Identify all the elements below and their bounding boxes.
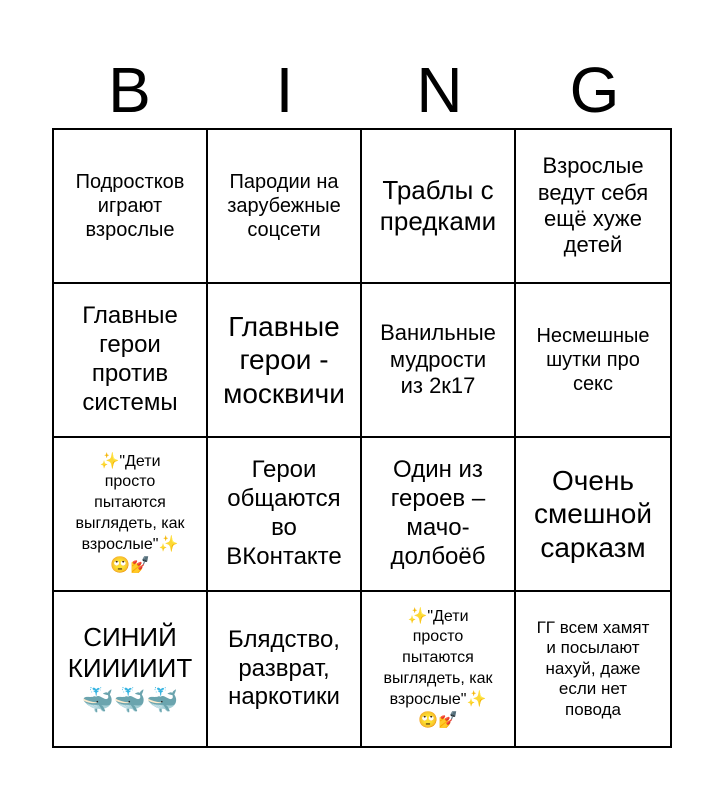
bingo-cell-8[interactable]: Несмешные шутки про секс <box>516 284 670 438</box>
bingo-cell-12[interactable]: Очень смешной сарказм <box>516 438 670 592</box>
bingo-cell-13[interactable]: СИНИЙ КИИИИИТ 🐳🐳🐳 <box>54 592 208 746</box>
header-letter-i: I <box>275 54 294 126</box>
bingo-cell-15[interactable]: ✨"Дети просто пытаются выглядеть, как взрослые"✨ 🙄💅 <box>362 592 516 746</box>
bingo-cell-14[interactable]: Блядство, разврат, наркотики <box>208 592 362 746</box>
bingo-cell-9[interactable]: ✨"Дети просто пытаются выглядеть, как взрослые"✨ 🙄💅 <box>54 438 208 592</box>
bingo-cell-16[interactable]: ГГ всем хамят и посылают нахуй, даже если нет повода <box>536 618 650 719</box>
bingo-cell-4[interactable]: Взрослые ведут себя ещё хуже детей <box>516 130 670 284</box>
bingo-cell-5[interactable]: Главные герои против системы <box>54 284 208 438</box>
bingo-cell-10[interactable]: Герои общаются во ВКонтакте <box>208 438 362 592</box>
bingo-grid <box>52 128 672 748</box>
header-letter-n: N <box>416 54 463 126</box>
bingo-cell-6[interactable]: Главные герои - москвичи <box>208 284 362 438</box>
bingo-cell-2[interactable]: Пародии на зарубежные соцсети <box>208 130 362 284</box>
bingo-cell-11[interactable]: Один из героев – мачо- долбоёб <box>362 438 516 592</box>
bingo-cell-1[interactable]: Подростков играют взрослые <box>54 130 208 284</box>
bingo-header <box>52 52 672 128</box>
bingo-cell-7[interactable]: Ванильные мудрости из 2к17 <box>362 284 516 438</box>
header-letter-g: G <box>569 54 620 126</box>
header-letter-b: B <box>108 54 151 126</box>
bingo-cell-3[interactable]: Траблы с предками <box>362 130 516 284</box>
